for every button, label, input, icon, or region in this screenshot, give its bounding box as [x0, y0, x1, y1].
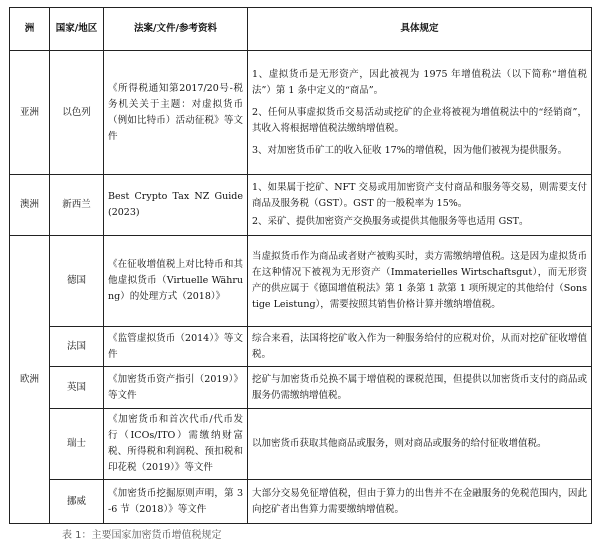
law-cell: 《监管虚拟货币（2014）》等文件 [104, 327, 248, 367]
law-cell: 《加密货币挖掘原则声明，第 3-6 节（2018）》等文件 [104, 480, 248, 524]
table-row [10, 236, 592, 327]
table-row [10, 51, 592, 175]
rule-line: 1、虚拟货币是无形资产，因此被视为 1975 年增值税法（以下简称“增值税法”）第 1 条中定义的“商品”。 [252, 68, 587, 96]
rules-cell [248, 51, 592, 175]
rules-cell [248, 175, 592, 236]
continent-cell: 亚洲 [10, 51, 50, 175]
rules-cell: 大部分交易免征增值税，但由于算力的出售并不在金融服务的免税范围内，因此向挖矿者出售算力需要缴纳增值税。 [248, 480, 592, 524]
country-cell: 新西兰 [50, 175, 104, 236]
rules-cell: 以加密货币获取其他商品或服务，则对商品或服务的给付征收增值税。 [248, 409, 592, 480]
header-country: 国家/地区 [50, 8, 104, 51]
table-row [10, 480, 592, 524]
table-row [10, 409, 592, 480]
continent-cell: 澳洲 [10, 175, 50, 236]
table-row [10, 367, 592, 409]
law-cell: 《加密货币资产指引（2019）》等文件 [104, 367, 248, 409]
table-caption: 表 1：主要国家加密货币增值税规定 [62, 530, 222, 541]
rules-cell: 挖矿与加密货币兑换不属于增值税的课税范围，但提供以加密货币支付的商品或服务仍需缴纳增值税。 [248, 367, 592, 409]
law-cell: 《所得税通知第2017/20号-税务机关关于主题：对虚拟货币（例如比特币）活动征税》等文件 [104, 51, 248, 175]
country-cell: 英国 [50, 367, 104, 409]
header-rules: 具体规定 [248, 8, 592, 51]
rule-line: 2、采矿、提供加密资产交换服务或提供其他服务等也适用 GST。 [252, 216, 529, 227]
country-cell: 以色列 [50, 51, 104, 175]
continent-cell: 欧洲 [10, 236, 50, 524]
table-row [10, 327, 592, 367]
header-row [10, 8, 592, 51]
country-cell: 瑞士 [50, 409, 104, 480]
rule-line: 3、对加密货币矿工的收入征收 17%的增值税，因为他们被视为提供服务。 [252, 144, 568, 156]
country-cell: 法国 [50, 327, 104, 367]
rules-cell: 当虚拟货币作为商品或者财产被购买时，卖方需缴纳增值税。这是因为虚拟货币在这种情况下被视为无形资产（Immaterielles Wirtschaftsgut），而无形资产的供应属于《德国增值税法》第 1 条第 1 款第 1 项所规定的其他给付（Sonstige Leistung），需要按照其销售价格计算并缴纳增值税。 [248, 236, 592, 327]
law-cell: 《加密货币和首次代币/代币发行（ICOs/ITO）需缴纳财富税、所得税和利润税、预扣税和印花税（2019）》等文件 [104, 409, 248, 480]
rule-line: 2、任何从事虚拟货币交易活动或挖矿的企业将被视为增值税法中的“经销商”，其收入将根据增值税法缴纳增值税。 [252, 106, 587, 134]
law-cell: 《在征收增值税上对比特币和其他虚拟货币（Virtuelle Währung）的处理方式（2018）》 [104, 236, 248, 327]
header-continent: 洲 [10, 8, 50, 51]
country-cell: 挪威 [50, 480, 104, 524]
country-cell: 德国 [50, 236, 104, 327]
rules-cell: 综合来看，法国将挖矿收入作为一种服务给付的应税对价，从而对挖矿征收增值税。 [248, 327, 592, 367]
header-law: 法案/文件/参考资料 [104, 8, 248, 51]
table-row [10, 175, 592, 236]
law-cell: Best Crypto Tax NZ Guide (2023) [104, 175, 248, 236]
vat-regulation-table [9, 7, 592, 524]
rule-line: 1、如果属于挖矿、NFT 交易或用加密资产支付商品和服务等交易，则需要支付商品及服务税（GST）。GST 的一般税率为 15%。 [252, 182, 587, 209]
